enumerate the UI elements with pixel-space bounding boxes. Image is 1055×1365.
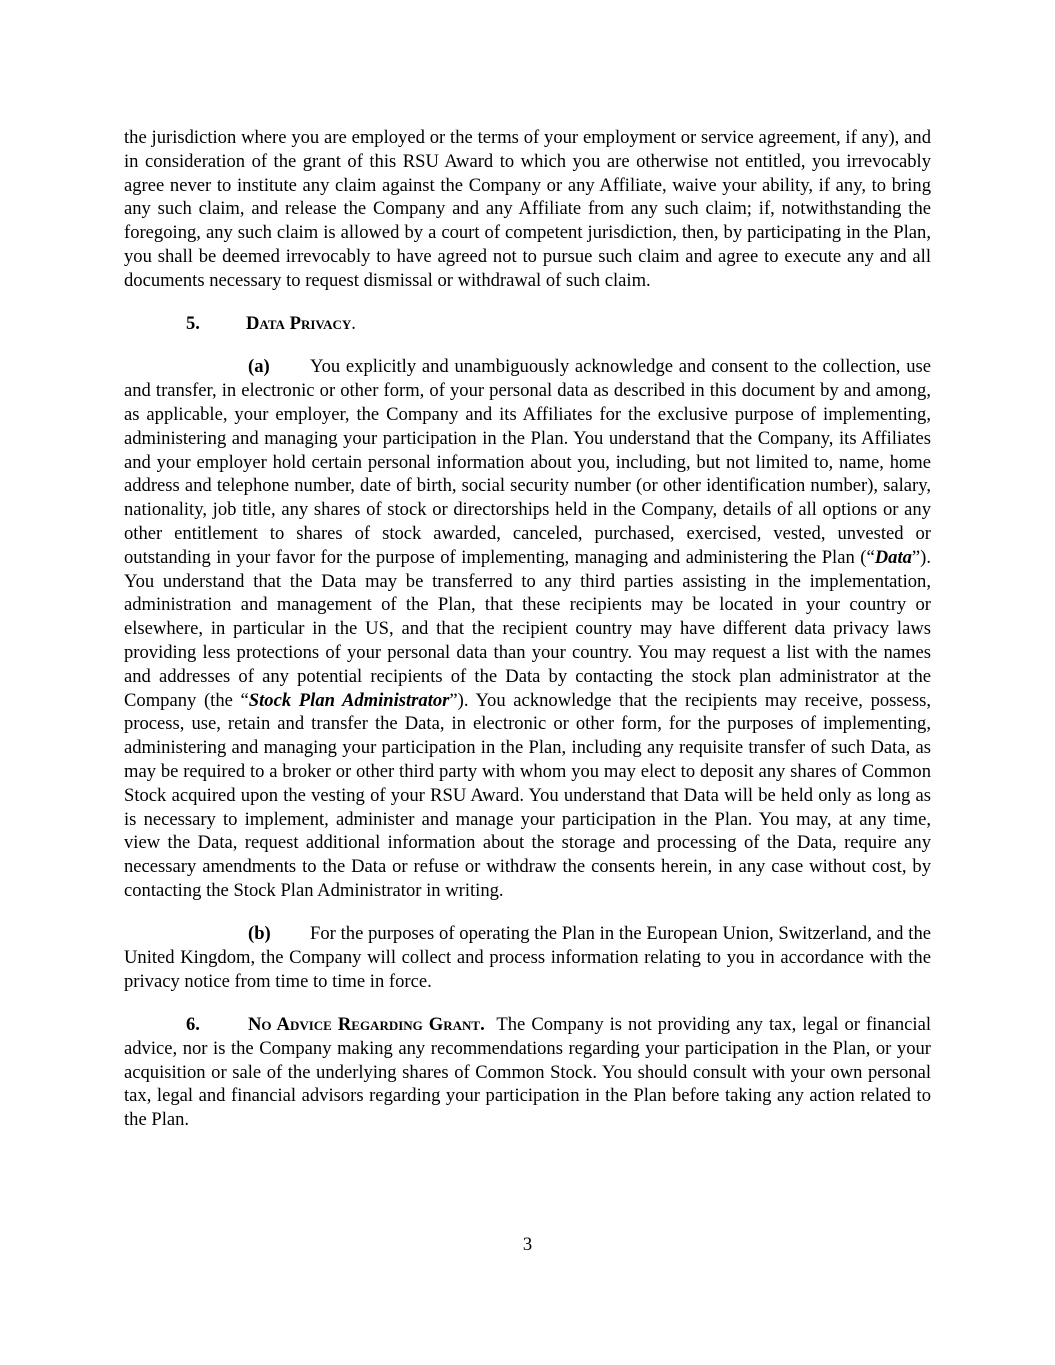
section-5a-text-part3: ”). You acknowledge that the recipients may receive, possess, process, use, retain and transfer the Data, in electronic or other form, for the purposes of implementing, administering and managing your participation in the Plan, including any requisite transfer of such Data, as may be required to a broker or other third party with whom you may elect to deposit any shares of Common Stock acquired upon the vesting of your RSU Award. You understand that Data will be held only as long as is necessary to implement, administer and manage your participation in the Plan. You may, at any time, view the Data, request additional information about the storage and processing of the Data, require any necessary amendments to the Data or refuse or withdraw the consents herein, in any case without cost, by contacting the Stock Plan Administrator in writing.: [124, 689, 932, 901]
document-page: [124, 126, 931, 1132]
page-number: 3: [522, 1234, 533, 1255]
section-5-title: Data Privacy: [246, 313, 352, 335]
intro-paragraph: [124, 126, 931, 293]
intro-text: the jurisdiction where you are employed or the terms of your employment or service agreement, if any), and in consideration of the grant of this RSU Award to which you are otherwise not entitled, you irrevocably agree never to institute any claim against the Company or any Affiliate, waive your ability, if any, to bring any such claim, and release the Company and any Affiliate from any such claim; if, notwithstanding the foregoing, any such claim is allowed by a court of competent jurisdiction, then, by participating in the Plan, you shall be deemed irrevocably to have agreed not to pursue such claim and agree to execute any and all documents necessary to request dismissal or withdrawal of such claim.: [124, 127, 931, 291]
section-5-heading: [124, 312, 931, 336]
section-5a-paragraph: [124, 355, 931, 902]
section-5b-paragraph: [124, 922, 931, 993]
section-6-text: The Company is not providing any tax, legal or financial advice, nor is the Company making any recommendations regarding your participation in the Plan, or your acquisition or sale of the underlying shares of Common Stock. You should consult with your own personal tax, legal and financial advisors regarding your participation in the Plan before taking any action related to the Plan.: [124, 1014, 931, 1131]
section-5b-text: For the purposes of operating the Plan in the European Union, Switzerland, and the United Kingdom, the Company will collect and process information relating to you in accordance with the privacy notice from time to time in force.: [124, 923, 931, 992]
section-5-title-period: .: [351, 313, 356, 335]
section-6-paragraph: [124, 1013, 931, 1132]
defined-term-stock-plan-administrator: Stock Plan Administrator: [248, 689, 450, 711]
section-5a-text-part1: You explicitly and unambiguously acknowledge and consent to the collection, use and transfer, in electronic or other form, of your personal data as described in this document by and among, as applicable, your employer, the Company and its Affiliates for the exclusive purpose of implementing, administering and managing your participation in the Plan. You understand that the Company, its Affiliates and your employer hold certain personal information about you, including, but not limited to, name, home address and telephone number, date of birth, social security number (or other identification number), salary, nationality, job title, any shares of stock or directorships held in the Company, details of all options or any other entitlement to shares of stock awarded, canceled, purchased, exercised, vested, unvested or outstanding in your favor for the purpose of implementing, managing and administering the Plan (“: [124, 356, 931, 568]
section-5a-label: (a): [248, 356, 270, 378]
section-5-number: 5.: [186, 313, 200, 335]
defined-term-data: Data: [874, 546, 912, 568]
section-5a-text-part2: ”). You understand that the Data may be transferred to any third parties assisting in the implementation, administration and management of the Plan, that these recipients may be located in your country or elsewhere, in particular in the US, and that the recipient country may have different data privacy laws providing less protections of your personal data than your country. You may request a list with the names and addresses of any potential recipients of the Data by contacting the stock plan administrator at the Company (the “: [124, 546, 931, 711]
section-6-number: 6.: [186, 1014, 200, 1036]
section-6-title: No Advice Regarding Grant.: [248, 1014, 485, 1036]
section-5b-label: (b): [248, 923, 271, 945]
